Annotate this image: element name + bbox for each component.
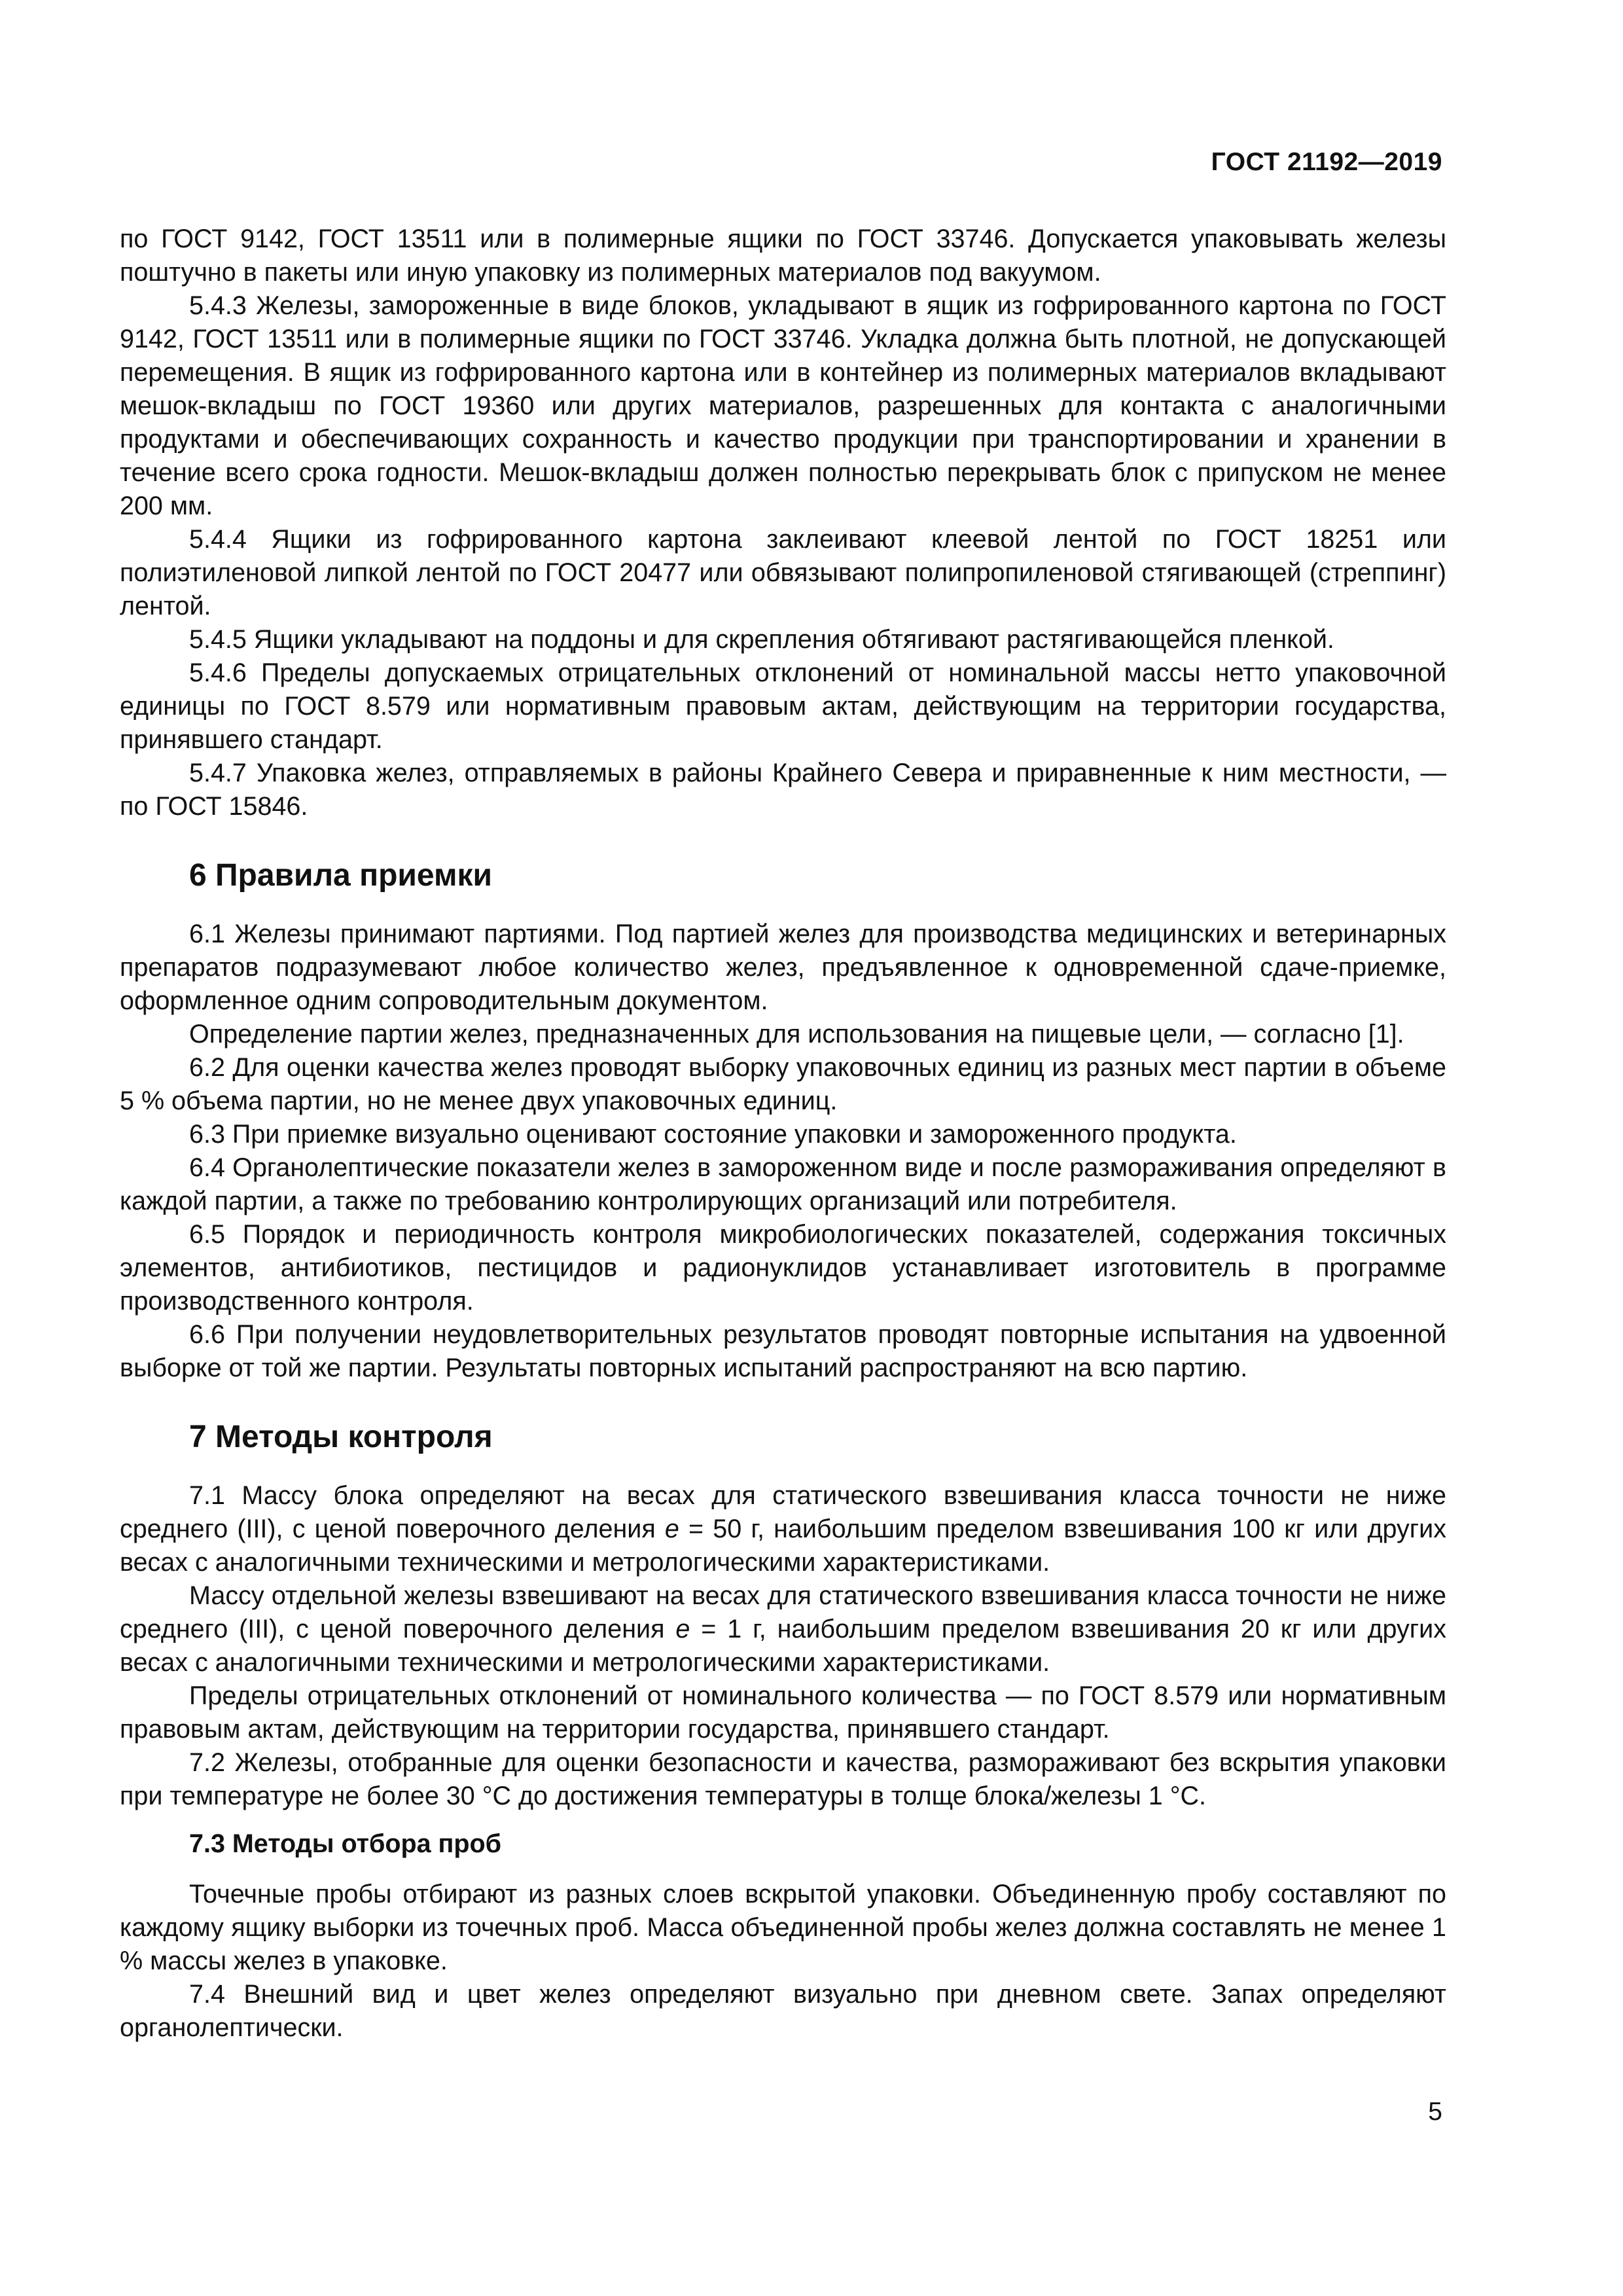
paragraph-5-4-3: 5.4.3 Железы, замороженные в виде блоков, укладывают в ящик из гофрированного картона по ГОСТ 9142, ГОСТ 13511 или в полимерные ящики по ГОСТ 33746. Укладка должна быть плотной, не допускающей перемещения. В ящик из гофрированного картона или в контейнер из полимерных материалов вкладывают мешок-вкладыш по ГОСТ 19360 или других материалов, разрешенных для контакта с аналогичными продуктами и обеспечивающих сохранность и качество продукции при транспортировании и хранении в течение всего срока годности. Мешок-вкладыш должен полностью перекрывать блок с припуском не менее 200 мм. (120, 291, 1446, 520)
variable-e: e (664, 1515, 679, 1543)
section-7-heading: 7 Методы контроля (189, 1420, 493, 1454)
paragraph-7-1-single-gland-text-start: Массу отдельной железы взвешивают на весах для статического взвешивания класса точности не ниже среднего (III), с ценой поверочного деления (120, 1581, 1446, 1643)
document-body (120, 223, 1446, 2045)
paragraph-6-6: 6.6 При получении неудовлетворительных результатов проводят повторные испытания на удвоенной выборке от той же партии. Результаты повторных испытаний распространяют на всю партию. (120, 1320, 1446, 1382)
paragraph-7-1 (120, 1479, 1446, 1579)
paragraph-5-4-5: 5.4.5 Ящики укладывают на поддоны и для скрепления обтягивают растягивающейся пленкой. (189, 625, 1334, 654)
paragraph-6-4: 6.4 Органолептические показатели желез в замороженном виде и после размораживания определяют в каждой партии, а также по требованию контролирующих организаций или потребителя. (120, 1153, 1446, 1215)
paragraph-6-1: 6.1 Железы принимают партиями. Под партией желез для производства медицинских и ветеринарных препаратов подразумевают любое количество желез, предъявленное к одновременной сдаче-приемке, оформленное одним сопроводительным документом. (120, 920, 1446, 1015)
paragraph-5-4-6: 5.4.6 Пределы допускаемых отрицательных отклонений от номинальной массы нетто упаковочной единицы по ГОСТ 8.579 или нормативным правовым актам, действующим на территории государства, принявшего стандарт. (120, 658, 1446, 754)
subsection-7-3-heading: 7.3 Методы отбора проб (189, 1829, 502, 1858)
section-6-heading: 6 Правила приемки (189, 858, 493, 893)
variable-e: e (675, 1615, 690, 1643)
paragraph-7-1-deviation-limits: Пределы отрицательных отклонений от номинального количества — по ГОСТ 8.579 или нормативным правовым актам, действующим на территории государства, принявшего стандарт. (120, 1681, 1446, 1744)
paragraph-7-1-single-gland (120, 1579, 1446, 1679)
paragraph-7-1-single-gland-text-end: = 1 г, наибольшим пределом взвешивания 20 кг или других весах с аналогичными техническими и метрологическими характеристиками. (120, 1615, 1446, 1677)
paragraph-6-3: 6.3 При приемке визуально оценивают состояние упаковки и замороженного продукта. (189, 1120, 1237, 1149)
paragraph-7-1-text-start: 7.1 Массу блока определяют на весах для статического взвешивания класса точности не ниже среднего (III), с ценой поверочного деления (120, 1481, 1446, 1543)
page-number: 5 (1428, 2098, 1442, 2126)
paragraph-5-4-4: 5.4.4 Ящики из гофрированного картона заклеивают клеевой лентой по ГОСТ 18251 или полиэтиленовой липкой лентой по ГОСТ 20477 или обвязывают полипропиленовой стягивающей (стреппинг) лентой. (120, 525, 1446, 620)
paragraph-6-2: 6.2 Для оценки качества желез проводят выборку упаковочных единиц из разных мест партии в объеме 5 % объема партии, но не менее двух упаковочных единиц. (120, 1053, 1446, 1115)
paragraph-5-4-7: 5.4.7 Упаковка желез, отправляемых в районы Крайнего Севера и приравненные к ним местности, — по ГОСТ 15846. (120, 759, 1446, 821)
paragraph-7-2: 7.2 Железы, отобранные для оценки безопасности и качества, размораживают без вскрытия упаковки при температуре не более 30 °C до достижения температуры в толще блока/железы 1 °C. (120, 1748, 1446, 1810)
paragraph-7-1-text-end: = 50 г, наибольшим пределом взвешивания 100 кг или других весах с аналогичными техническими и метрологическими характеристиками. (120, 1515, 1446, 1577)
paragraph-5-4-2-continued: по ГОСТ 9142, ГОСТ 13511 или в полимерные ящики по ГОСТ 33746. Допускается упаковывать железы поштучно в пакеты или иную упаковку из полимерных материалов под вакуумом. (120, 224, 1446, 287)
paragraph-7-3: Точечные пробы отбирают из разных слоев вскрытой упаковки. Объединенную пробу составляют по каждому ящику выборки из точечных проб. Масса объединенной пробы желез должна составлять не менее 1 % массы желез в упаковке. (120, 1880, 1446, 1975)
paragraph-7-4: 7.4 Внешний вид и цвет желез определяют визуально при дневном свете. Запах определяют органолептически. (120, 1980, 1446, 2042)
paragraph-6-1-batch-definition: Определение партии желез, предназначенных для использования на пищевые цели, — согласно [1]. (189, 1020, 1404, 1049)
document-code: ГОСТ 21192—2019 (1211, 148, 1442, 176)
paragraph-6-5: 6.5 Порядок и периодичность контроля микробиологических показателей, содержания токсичных элементов, антибиотиков, пестицидов и радионуклидов устанавливает изготовитель в программе производственного контроля. (120, 1220, 1446, 1316)
